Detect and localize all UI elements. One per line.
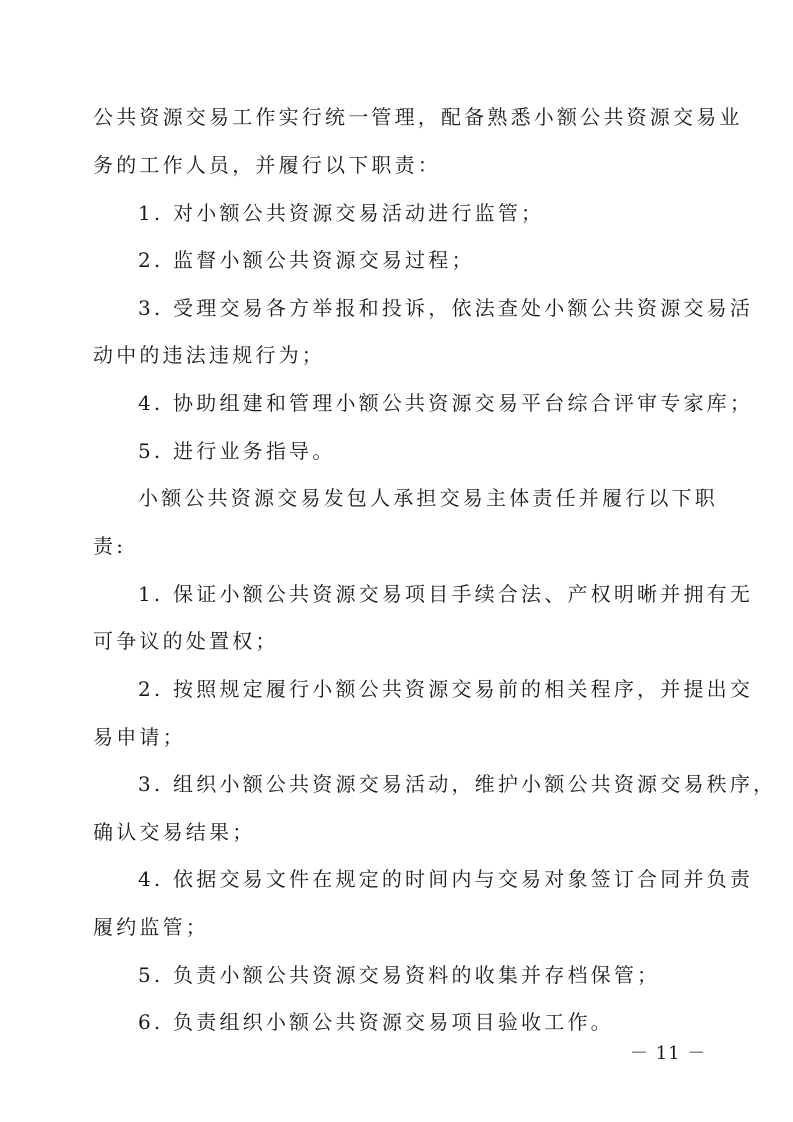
text-line-17: 4. 依据交易文件在规定的时间内与交易对象签订合同并负责	[138, 867, 754, 891]
text-line-9: 小额公共资源交易发包人承担交易主体责任并履行以下职	[138, 486, 718, 510]
text-line-11: 1. 保证小额公共资源交易项目手续合法、产权明晰并拥有无	[138, 582, 754, 606]
page-number: － 11 －	[630, 1043, 707, 1064]
text-line-5: 3. 受理交易各方举报和投诉，依法查处小额公共资源交易活	[138, 296, 754, 320]
text-line-16: 确认交易结果；	[93, 820, 256, 844]
text-line-8: 5. 进行业务指导。	[138, 439, 336, 463]
text-line-3: 1. 对小额公共资源交易活动进行监管；	[138, 201, 545, 225]
text-line-19: 5. 负责小额公共资源交易资料的收集并存档保管；	[138, 963, 661, 987]
text-line-15: 3. 组织小额公共资源交易活动，维护小额公共资源交易秩序，	[138, 772, 777, 796]
text-line-1: 公共资源交易工作实行统一管理，配备熟悉小额公共资源交易业	[93, 105, 743, 129]
text-line-7: 4. 协助组建和管理小额公共资源交易平台综合评审专家库；	[138, 391, 754, 415]
text-line-18: 履约监管；	[93, 915, 209, 939]
text-line-2: 务的工作人员，并履行以下职责：	[93, 153, 441, 177]
text-line-12: 可争议的处置权；	[93, 629, 279, 653]
text-line-14: 易申请；	[93, 725, 186, 749]
text-line-6: 动中的违法违规行为；	[93, 343, 325, 367]
text-line-4: 2. 监督小额公共资源交易过程；	[138, 248, 475, 272]
text-line-10: 责:	[93, 534, 127, 558]
text-line-13: 2. 按照规定履行小额公共资源交易前的相关程序，并提出交	[138, 677, 754, 701]
text-line-20: 6. 负责组织小额公共资源交易项目验收工作。	[138, 1010, 614, 1034]
